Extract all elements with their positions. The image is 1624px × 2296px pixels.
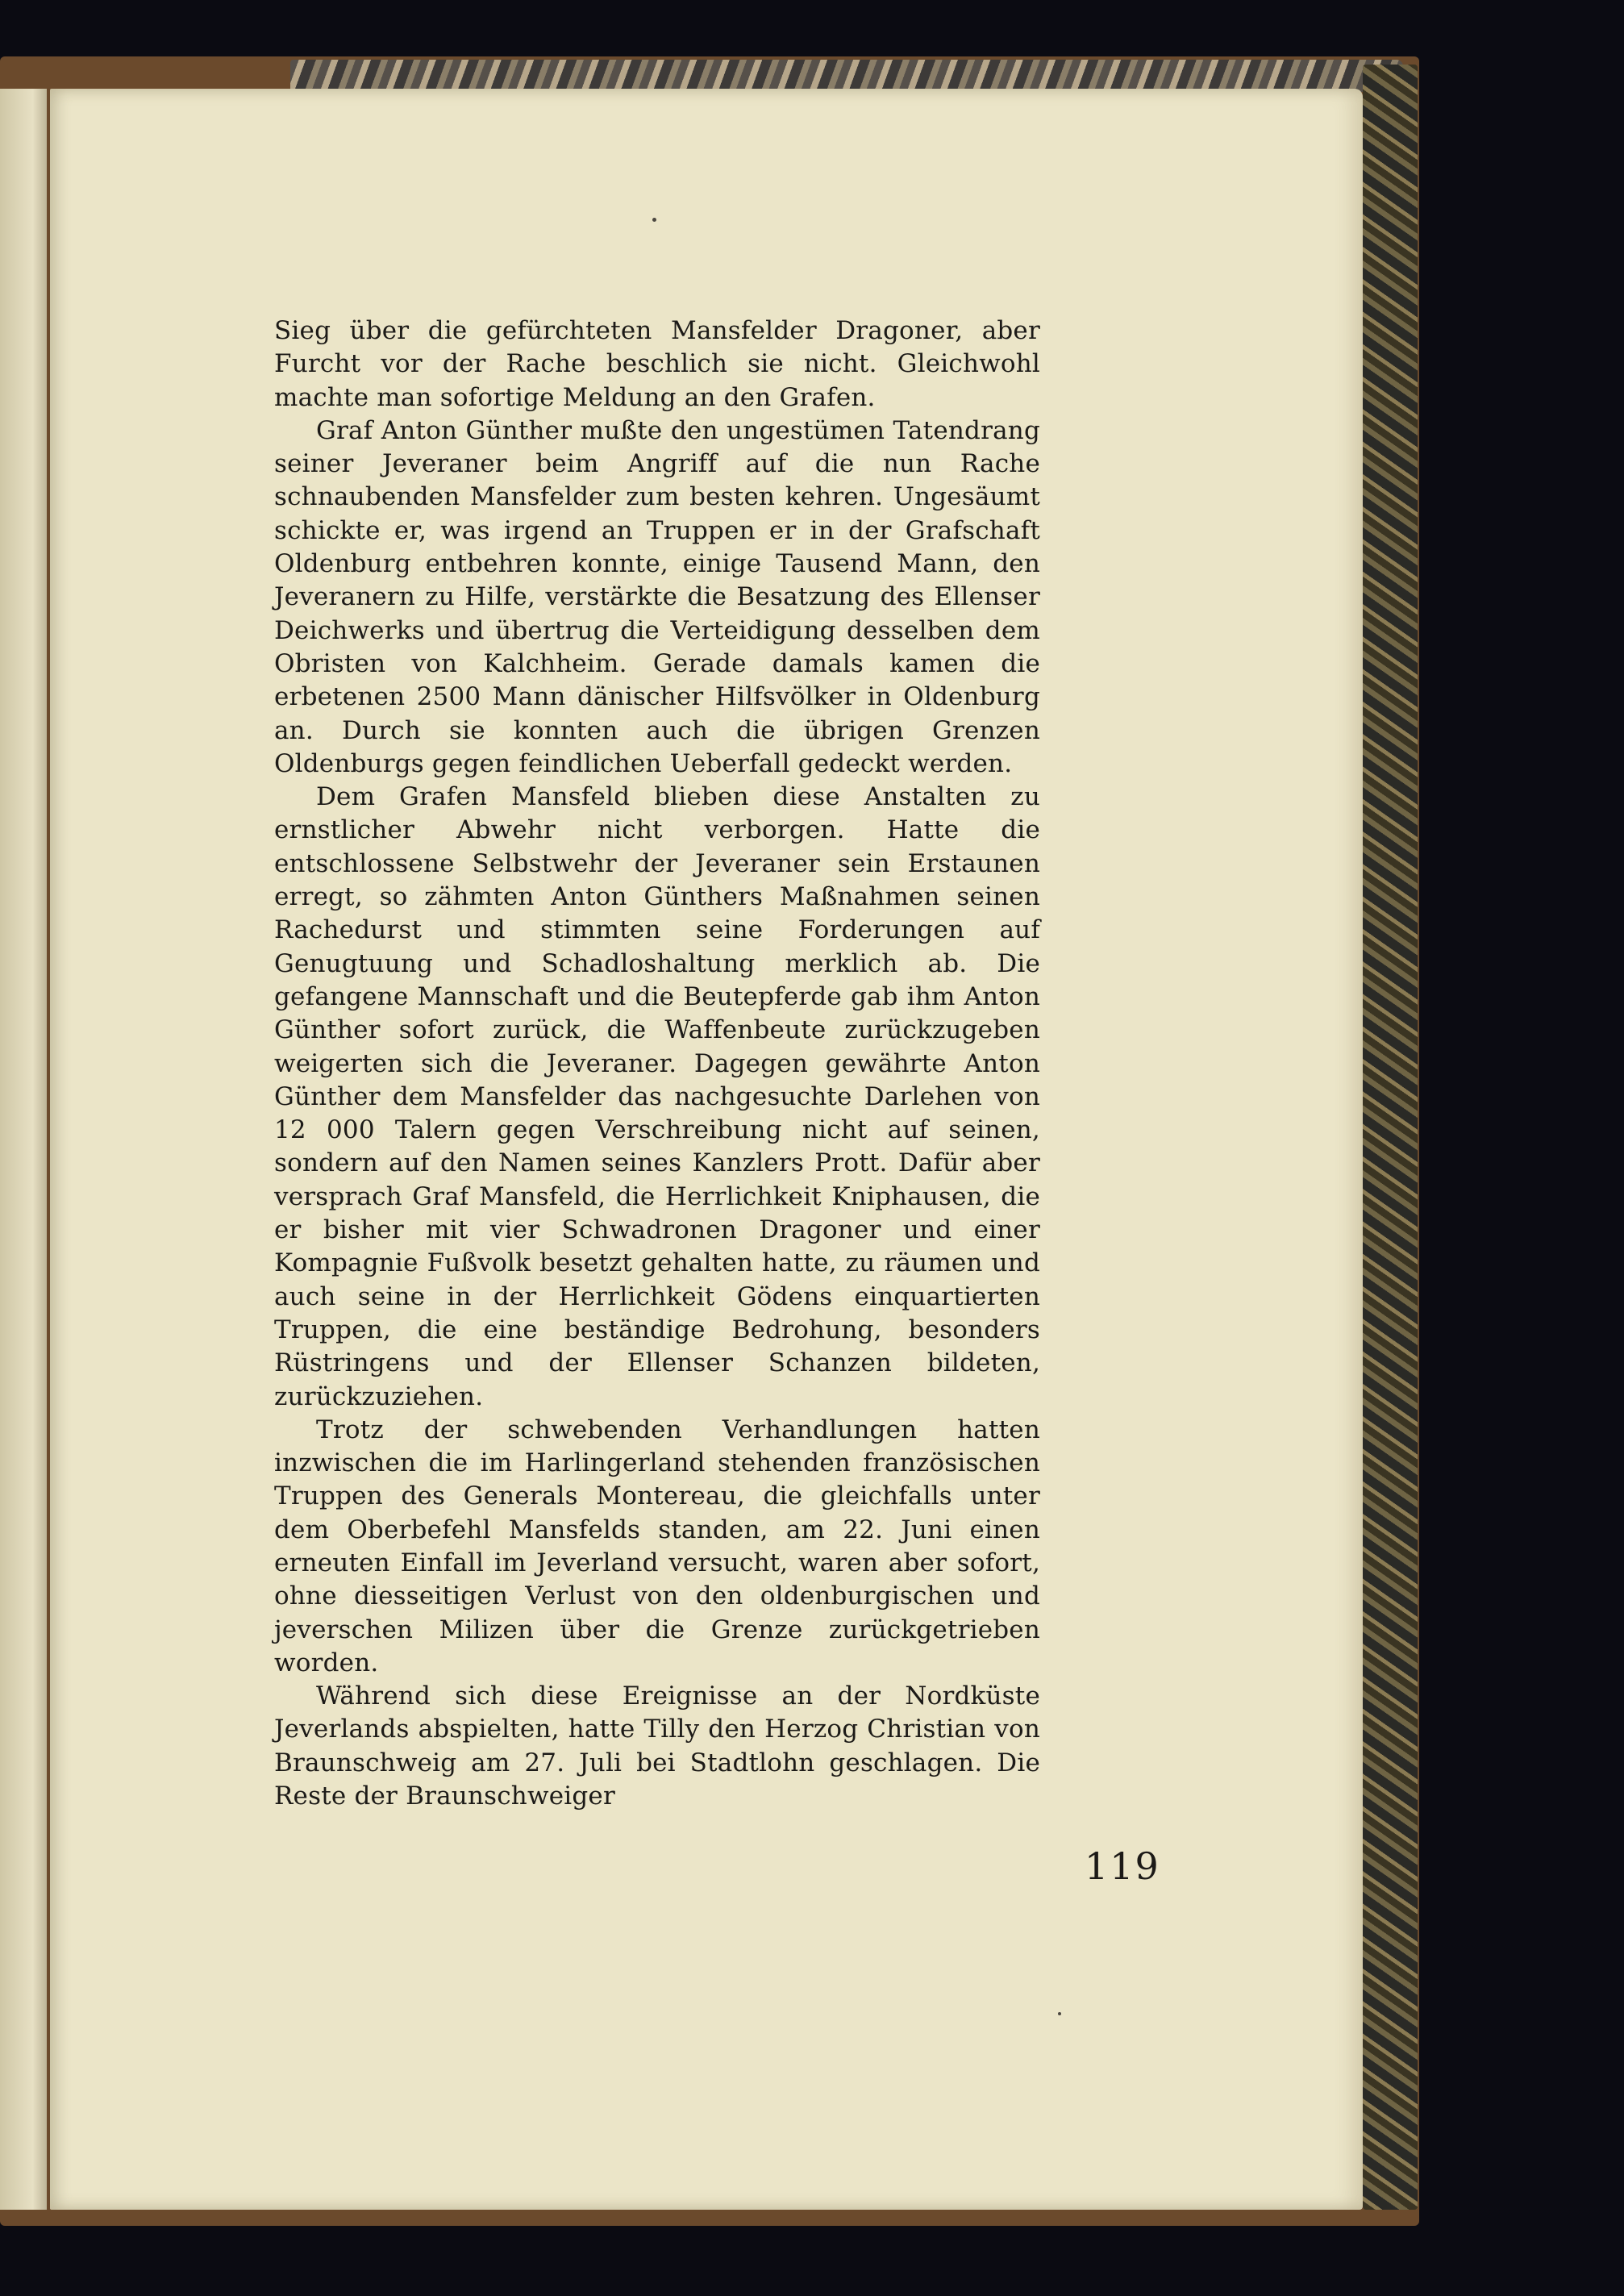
paragraph: Sieg über die gefürchteten Mansfelder Dragoner, aber Furcht vor der Rache beschlich sie nicht. Gleichwohl machte man sofortige Meldung an den Grafen. [274,316,1040,412]
body-text [274,315,1040,1813]
facing-page-edge [0,89,47,2210]
paragraph: Trotz der schwebenden Verhandlungen hatten inzwischen die im Harlingerland stehenden französischen Truppen des Generals Montereau, die gleichfalls unter dem Oberbefehl Mansfelds standen, am 22. Juni einen erneuten Einfall im Jeverland versucht, waren aber sofort, ohne diesseitigen Verlust von den oldenburgischen und jeverschen Milizen über die Grenze zurückgetrieben worden. [274,1415,1040,1677]
paragraph: Während sich diese Ereignisse an der Nordküste Jeverlands abspielten, hatte Tilly den Herzog Christian von Braunschweig am 27. Juli bei Stadtlohn geschlagen. Die Reste der Braunschweiger [274,1681,1040,1811]
marbled-fore-edge [1363,65,1418,2210]
paper-speck [1058,2012,1061,2015]
paragraph: Dem Grafen Mansfeld blieben diese Anstalten zu ernstlicher Abwehr nicht verborgen. Hatte die entschlossene Selbstwehr der Jeveraner sein Erstaunen erregt, so zähmten Anton Günthers Maßnahmen seinen Rachedurst und stimmten seine Forderungen auf Genugtuung und Schadloshaltung merklich ab. Die gefangene Mannschaft und die Beutepferde gab ihm Anton Günther sofort zurück, die Waffenbeute zurückzugeben weigerten sich die Jeveraner. Dagegen gewährte Anton Günther dem Mansfelder das nachgesuchte Darlehen von 12 000 Talern gegen Verschreibung nicht auf seinen, sondern auf den Namen seines Kanzlers Prott. Dafür aber versprach Graf Mansfeld, die Herrlichkeit Kniphausen, die er bisher mit vier Schwadronen Dragoner und einer Kompagnie Fußvolk besetzt gehalten hatte, zu räumen und auch seine in der Herrlichkeit Gödens einquartierten Truppen, die eine beständige Bedrohung, besonders Rüstringens und der Ellenser Schanzen bildeten, zurückzuziehen. [274,782,1040,1411]
paper-speck [652,218,656,222]
paragraph: Graf Anton Günther mußte den ungestümen Tatendrang seiner Jeveraner beim Angriff auf die nun Rache schnaubenden Mansfelder zum besten kehren. Ungesäumt schickte er, was irgend an Truppen er in der Grafschaft Oldenburg entbehren konnte, einige Tausend Mann, den Jeveranern zu Hilfe, verstärkte die Besatzung des Ellenser Deichwerks und übertrug die Verteidigung desselben dem Obristen von Kalchheim. Gerade damals kamen die erbetenen 2500 Mann dänischer Hilfsvölker in Oldenburg an. Durch sie konnten auch die übrigen Grenzen Oldenburgs gegen feindlichen Ueberfall gedeckt werden. [274,415,1040,778]
marbled-top-edge [290,60,1403,92]
page-number: 119 [1085,1844,1160,1888]
